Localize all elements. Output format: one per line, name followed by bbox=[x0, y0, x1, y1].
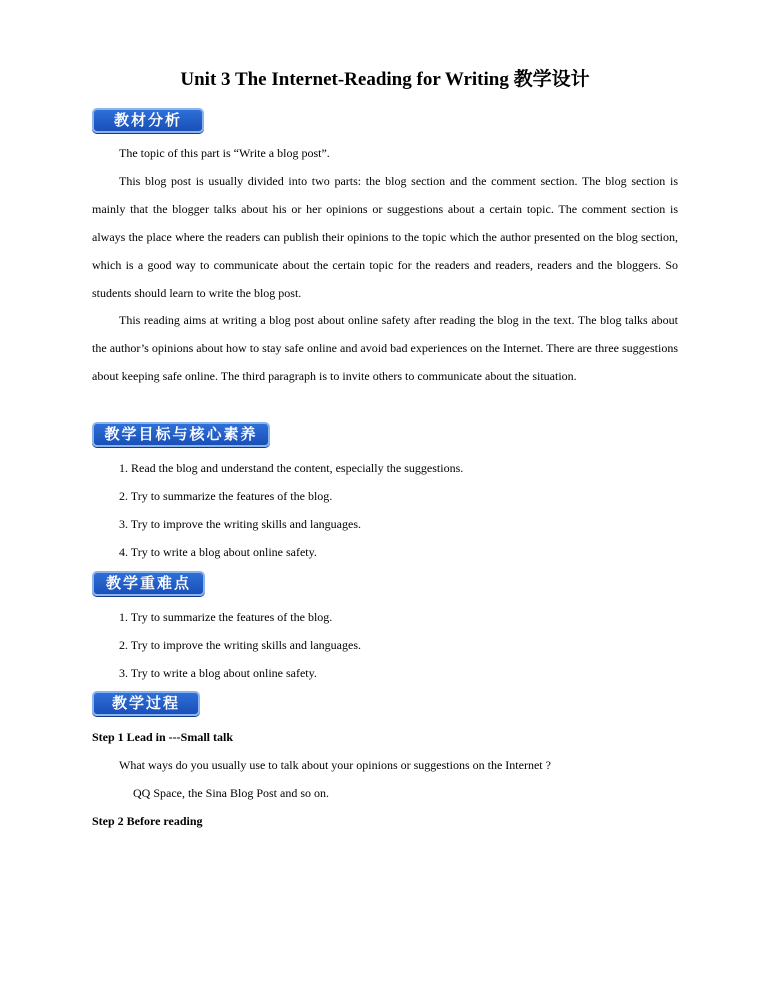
goal-item: 2. Try to summarize the features of the blog. bbox=[119, 489, 333, 503]
document-title: Unit 3 The Internet-Reading for Writing 教学设计 bbox=[180, 69, 590, 90]
analysis-paragraph-1: The topic of this part is “Write a blog post”. bbox=[119, 146, 330, 160]
section-banner-goals: 教学目标与核心素养 bbox=[92, 422, 270, 447]
section-banner-process: 教学过程 bbox=[92, 691, 200, 716]
goal-item: 3. Try to improve the writing skills and languages. bbox=[119, 517, 361, 531]
step-1-title: Step 1 Lead in ---Small talk bbox=[92, 730, 234, 744]
step-1-answer: QQ Space, the Sina Blog Post and so on. bbox=[133, 786, 329, 800]
key-point-item: 3. Try to write a blog about online safety. bbox=[119, 666, 317, 680]
section-banner-key-points: 教学重难点 bbox=[92, 571, 205, 596]
analysis-paragraph-2: This blog post is usually divided into two parts: the blog section and the comment section. The blog section is mainly that the blogger talks about his or her opinions or suggestions about a certain topic. The comment section is always the place where the readers can publish their opinions to the topic which the author presented on the blog section, which is a good way to communicate about the certain topic for the readers and readers, readers and the bloggers. So students should learn to write the blog post. bbox=[92, 174, 678, 300]
step-2-title: Step 2 Before reading bbox=[92, 814, 203, 828]
section-banner-analysis: 教材分析 bbox=[92, 108, 204, 133]
step-1-question: What ways do you usually use to talk about your opinions or suggestions on the Internet ? bbox=[119, 758, 551, 772]
goal-item: 1. Read the blog and understand the content, especially the suggestions. bbox=[119, 461, 464, 475]
key-point-item: 2. Try to improve the writing skills and languages. bbox=[119, 638, 361, 652]
key-point-item: 1. Try to summarize the features of the blog. bbox=[119, 610, 333, 624]
analysis-paragraph-3: This reading aims at writing a blog post about online safety after reading the blog in the text. The blog talks about the author’s opinions about how to stay safe online and avoid bad experiences on the Internet. There are three suggestions about keeping safe online. The third paragraph is to invite others to communicate about the situation. bbox=[92, 313, 678, 383]
goal-item: 4. Try to write a blog about online safety. bbox=[119, 545, 317, 559]
